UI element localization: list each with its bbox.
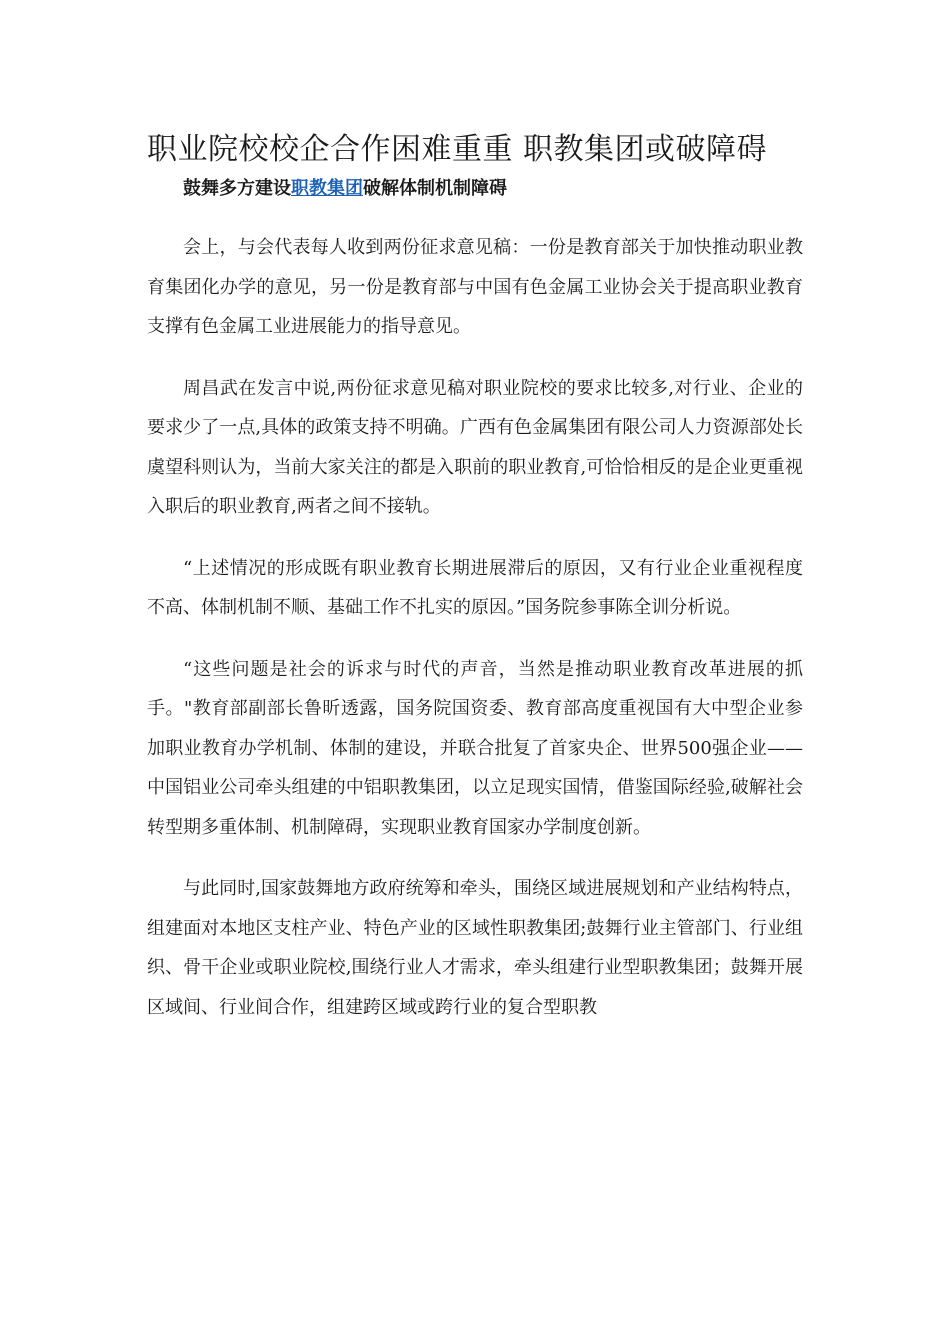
document-body	[147, 228, 803, 1049]
subtitle-text-after: 破解体制机制障碍	[363, 178, 507, 199]
subtitle-link-zhijiao-jituan[interactable]: 职教集团	[291, 178, 363, 199]
paragraph-4: “这些问题是社会的诉求与时代的声音，当然是推动职业教育改革进展的抓手。"教育部副部长鲁昕透露，国务院国资委、教育部高度重视国有大中型企业参加职业教育办学机制、体制的建设，并联合批复了首家央企、世界500强企业——中国铝业公司牵头组建的中铝职教集团，以立足现实国情，借鉴国际经验,破解社会转型期多重体制、机制障碍，实现职业教育国家办学制度创新。	[147, 658, 803, 838]
paragraph-2: 周昌武在发言中说,两份征求意见稿对职业院校的要求比较多,对行业、企业的要求少了一点,具体的政策支持不明确。广西有色金属集团有限公司人力资源部处长虞望科则认为，当前大家关注的都是入职前的职业教育,可恰恰相反的是企业更重视入职后的职业教育,两者之间不接轨。	[147, 377, 803, 517]
paragraph-1: 会上，与会代表每人收到两份征求意见稿：一份是教育部关于加快推动职业教育集团化办学的意见，另一份是教育部与中国有色金属工业协会关于提高职业教育支撑有色金属工业进展能力的指导意见。	[147, 237, 803, 337]
document-subtitle	[183, 176, 803, 202]
paragraph-5: 与此同时,国家鼓舞地方政府统筹和牵头，围绕区域进展规划和产业结构特点，组建面对本地区支柱产业、特色产业的区域性职教集团;鼓舞行业主管部门、行业组织、骨干企业或职业院校,围绕行业人才需求，牵头组建行业型职教集团；鼓舞开展区域间、行业间合作，组建跨区域或跨行业的复合型职教	[147, 878, 803, 1018]
document-title: 职业院校校企合作困难重重 职教集团或破障碍	[147, 132, 768, 167]
subtitle-text-before: 鼓舞多方建设	[183, 178, 291, 199]
paragraph-3: “上述情况的形成既有职业教育长期进展滞后的原因，又有行业企业重视程度不高、体制机制不顺、基础工作不扎实的原因。”国务院参事陈全训分析说。	[147, 557, 803, 618]
